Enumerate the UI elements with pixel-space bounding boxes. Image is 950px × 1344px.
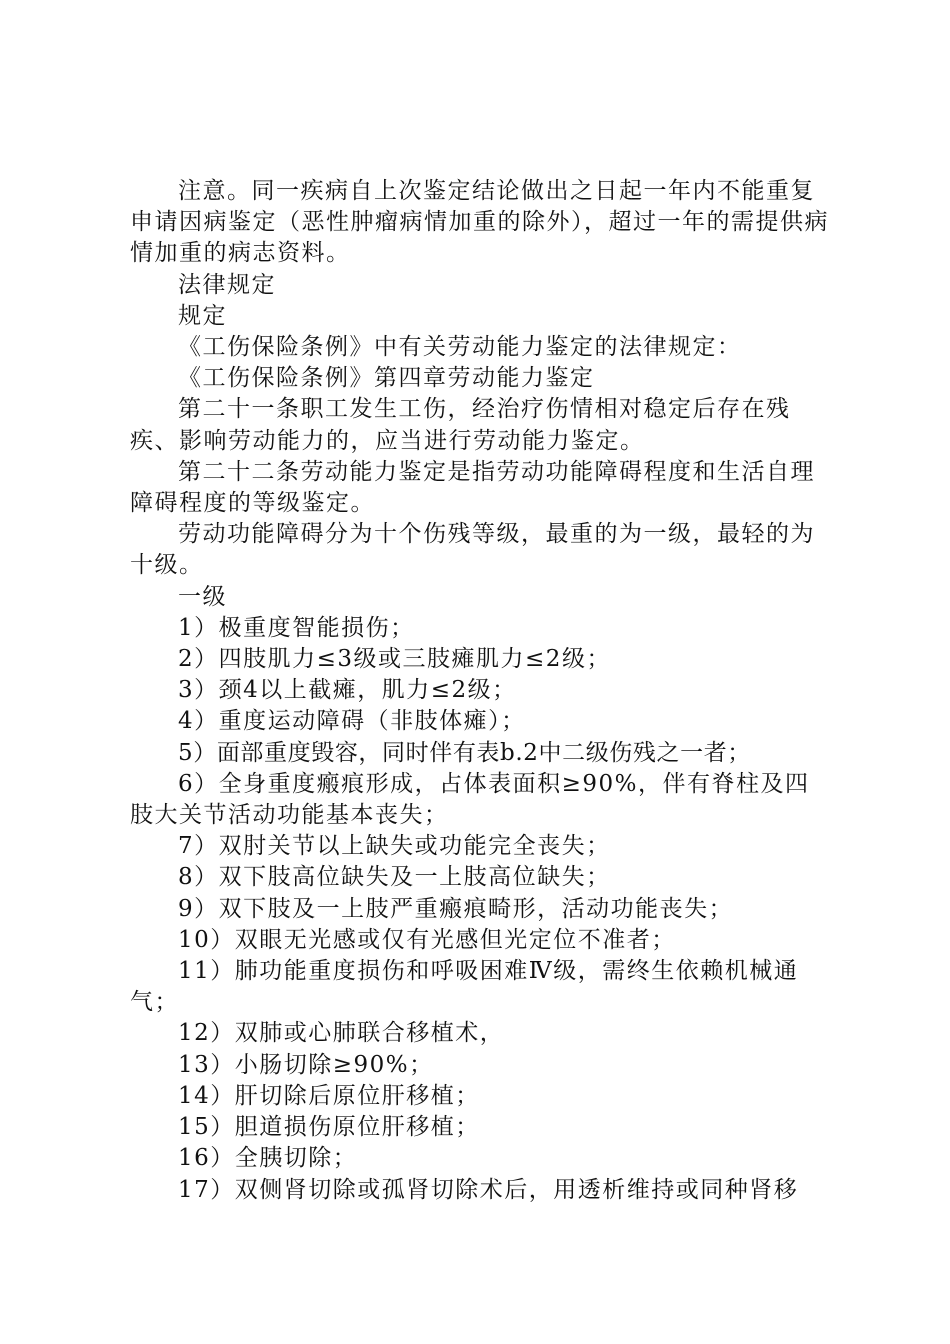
list-item-3: 3）颈4以上截瘫，肌力≤2级； xyxy=(178,677,517,704)
list-item-8: 8）双下肢高位缺失及一上肢高位缺失； xyxy=(178,864,611,891)
paragraph-notice: 注意。同一疾病自上次鉴定结论做出之日起一年内不能重复申请因病鉴定（恶性肿瘤病情加重的除外），超过一年的需提供病情加重的病志资料。 xyxy=(130,178,829,267)
paragraph-article-22: 第二十二条劳动能力鉴定是指劳动功能障碍程度和生活自理障碍程度的等级鉴定。 xyxy=(130,458,815,517)
paragraph-disability-levels: 劳动功能障碍分为十个伤残等级，最重的为一级，最轻的为十级。 xyxy=(130,521,815,579)
paragraph-regulation-intro: 《工伤保险条例》中有关劳动能力鉴定的法律规定： xyxy=(178,334,742,361)
list-item-7: 7）双肘关节以上缺失或功能完全丧失； xyxy=(178,833,611,860)
heading-chapter-four: 《工伤保险条例》第四章劳动能力鉴定 xyxy=(178,365,595,392)
list-item-4: 4）重度运动障碍（非肢体瘫）； xyxy=(178,708,526,735)
heading-legal-provisions: 法律规定 xyxy=(178,271,276,298)
list-item-13: 13）小肠切除≥90%； xyxy=(178,1051,434,1078)
list-item-1: 1）极重度智能损伤； xyxy=(178,614,415,641)
list-item-10: 10）双眼无光感或仅有光感但光定位不准者； xyxy=(178,926,676,953)
heading-provisions: 规定 xyxy=(178,302,227,329)
list-item-5: 5）面部重度毁容，同时伴有表b.2中二级伤残之一者； xyxy=(178,739,751,766)
list-item-6: 6）全身重度瘢痕形成，占体表面积≥90%，伴有脊柱及四肢大关节活动功能基本丧失； xyxy=(130,770,810,829)
heading-level-one: 一级 xyxy=(178,583,227,610)
list-item-17: 17）双侧肾切除或孤肾切除术后，用透析维持或同种肾移 xyxy=(178,1176,799,1203)
list-item-14: 14）肝切除后原位肝移植； xyxy=(178,1082,480,1109)
paragraph-article-21: 第二十一条职工发生工伤，经治疗伤情相对稳定后存在残疾、影响劳动能力的，应当进行劳动能力鉴定。 xyxy=(130,396,791,454)
list-item-12: 12）双肺或心肺联合移植术， xyxy=(178,1020,505,1047)
list-item-9: 9）双下肢及一上肢严重瘢痕畸形，活动功能丧失； xyxy=(178,895,734,922)
list-item-15: 15）胆道损伤原位肝移植； xyxy=(178,1114,480,1141)
list-item-11: 11）肺功能重度损伤和呼吸困难Ⅳ级，需终生依赖机械通气； xyxy=(130,958,799,1016)
list-item-16: 16）全胰切除； xyxy=(178,1145,358,1172)
document-body xyxy=(130,176,832,1206)
list-item-2: 2）四肢肌力≤3级或三肢瘫肌力≤2级； xyxy=(178,646,611,673)
